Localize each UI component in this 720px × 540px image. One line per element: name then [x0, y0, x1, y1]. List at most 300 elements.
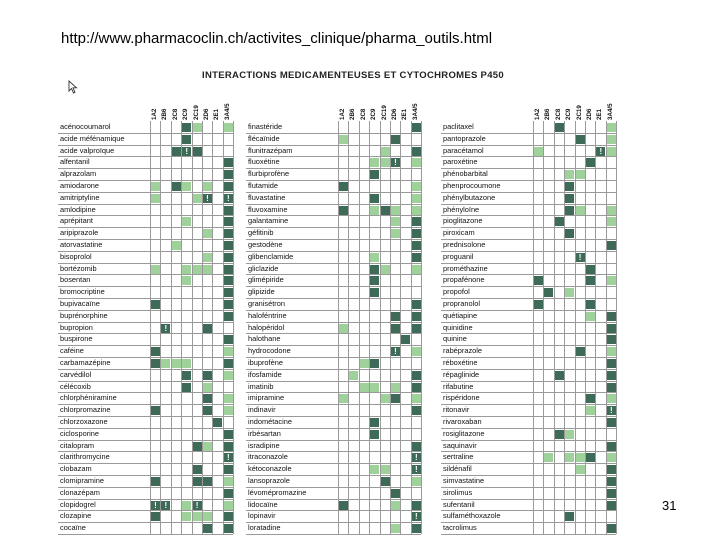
row-divider [441, 333, 616, 334]
drug-name: répaglinide [443, 369, 480, 379]
grid-line [233, 121, 234, 534]
drug-name: lopinavir [248, 511, 276, 521]
drug-name: finastéride [248, 122, 283, 131]
grid-line [359, 121, 360, 534]
drug-name: hydrocodone [248, 346, 291, 356]
moderate-interaction-cell [381, 394, 390, 403]
table-title: INTERACTIONS MEDICAMENTEUSES ET CYTOCHROMES P450 [202, 70, 504, 81]
source-url: http://www.pharmacoclin.ch/activites_clinique/pharma_outils.html [61, 30, 493, 47]
moderate-interaction-cell [182, 265, 191, 274]
drug-name: pantoprazole [443, 133, 486, 143]
row-divider [441, 534, 616, 535]
moderate-interaction-cell [203, 182, 212, 191]
moderate-interaction-cell [576, 453, 585, 462]
moderate-interaction-cell [565, 453, 574, 462]
strong-interaction-cell [224, 288, 233, 297]
slide-number: 31 [662, 498, 677, 513]
moderate-interaction-cell [607, 453, 616, 462]
warning-exclamation-icon: ! [161, 501, 170, 510]
moderate-interaction-cell [412, 158, 421, 167]
strong-interaction-cell [193, 442, 202, 451]
drug-name: pioglitazone [443, 216, 483, 226]
drug-name: simvastatine [443, 476, 485, 485]
strong-interaction-cell [151, 347, 160, 356]
moderate-interaction-cell [360, 383, 369, 392]
drug-name: chlorzoxazone [60, 417, 108, 426]
strong-interaction-cell [370, 276, 379, 285]
strong-interaction-cell [412, 501, 421, 510]
strong-interaction-cell [586, 265, 595, 274]
moderate-interaction-cell [203, 265, 212, 274]
cyp-column-header: 2D6 [391, 108, 398, 120]
moderate-interaction-cell [607, 394, 616, 403]
strong-interaction-cell [224, 206, 233, 215]
row-divider [58, 345, 233, 346]
strong-interaction-cell [586, 158, 595, 167]
moderate-interaction-cell [391, 206, 400, 215]
drug-name: caféine [60, 346, 84, 356]
mouse-pointer-icon [68, 80, 78, 94]
strong-interaction-cell [401, 335, 410, 344]
strong-interaction-cell [224, 465, 233, 474]
strong-interaction-cell [370, 265, 379, 274]
moderate-interaction-cell [565, 170, 574, 179]
drug-name: bromocriptine [60, 287, 105, 297]
strong-interaction-cell [151, 300, 160, 309]
drug-name: atorvastatine [60, 240, 103, 249]
drug-name: amiodarone [60, 181, 100, 190]
strong-interaction-cell [555, 217, 564, 226]
drug-name: phenprocoumone [443, 181, 501, 190]
drug-name: alprazolam [60, 169, 97, 179]
strong-interaction-cell [412, 324, 421, 333]
drug-name: granisétron [248, 299, 285, 308]
moderate-interaction-cell [381, 265, 390, 274]
strong-interaction-cell [339, 206, 348, 215]
strong-interaction-cell [565, 194, 574, 203]
drug-name: sirolimus [443, 487, 473, 497]
drug-name: glibenclamide [248, 251, 294, 261]
moderate-interaction-cell [391, 501, 400, 510]
drug-name: acénocoumarol [60, 122, 111, 131]
drug-name: galantamine [248, 216, 289, 226]
moderate-interaction-cell [607, 217, 616, 226]
moderate-interaction-cell [576, 206, 585, 215]
moderate-interaction-cell [151, 265, 160, 274]
drug-name: buspirone [60, 334, 93, 344]
strong-interaction-cell [412, 406, 421, 415]
moderate-interaction-cell [224, 371, 233, 380]
strong-interaction-cell [607, 383, 616, 392]
moderate-interaction-cell [172, 359, 181, 368]
drug-name: aprépitant [60, 216, 93, 226]
drug-name: loratadine [248, 523, 281, 533]
strong-interaction-cell [203, 371, 212, 380]
moderate-interaction-cell [349, 371, 358, 380]
moderate-interaction-cell [607, 206, 616, 215]
cyp-column-header: 2D6 [586, 108, 593, 120]
moderate-interaction-cell [370, 206, 379, 215]
drug-name: paroxétine [443, 157, 478, 167]
warning-exclamation-icon: ! [224, 453, 233, 462]
drug-name: haloféntrine [248, 310, 287, 320]
cyp-column-header: 2C19 [380, 105, 388, 120]
cyp-column-header: 2E1 [401, 108, 409, 120]
cyp-column-header: 2C19 [192, 105, 200, 120]
drug-name: clozapine [60, 511, 92, 521]
moderate-interaction-cell [203, 442, 212, 451]
strong-interaction-cell [412, 300, 421, 309]
strong-interaction-cell [172, 147, 181, 156]
strong-interaction-cell [213, 418, 222, 427]
strong-interaction-cell [607, 524, 616, 533]
warning-exclamation-icon: ! [607, 406, 616, 415]
moderate-interaction-cell [391, 217, 400, 226]
strong-interaction-cell [182, 135, 191, 144]
moderate-interaction-cell [151, 194, 160, 203]
moderate-interaction-cell [339, 394, 348, 403]
strong-interaction-cell [370, 288, 379, 297]
moderate-interaction-cell [412, 347, 421, 356]
moderate-interaction-cell [607, 123, 616, 132]
drug-name: chlorpromazine [60, 405, 111, 415]
moderate-interaction-cell [224, 347, 233, 356]
moderate-interaction-cell [412, 265, 421, 274]
moderate-interaction-cell [182, 276, 191, 285]
cyp-column-header: 2B6 [544, 108, 552, 120]
moderate-interaction-cell [193, 123, 202, 132]
drug-name: clopidogrel [60, 499, 96, 509]
strong-interaction-cell [607, 465, 616, 474]
drug-name: propafénone [443, 275, 485, 285]
strong-interaction-cell [381, 206, 390, 215]
strong-interaction-cell [224, 182, 233, 191]
grid-line [616, 121, 617, 534]
drug-name: prométhazine [443, 263, 488, 273]
strong-interaction-cell [412, 123, 421, 132]
strong-interaction-cell [224, 217, 233, 226]
drug-name: proguanil [443, 251, 474, 261]
strong-interaction-cell [339, 182, 348, 191]
moderate-interaction-cell [370, 158, 379, 167]
drug-name: célécoxib [60, 381, 91, 391]
drug-name: lansoprazole [248, 476, 290, 485]
drug-name: kétoconazole [248, 464, 292, 474]
strong-interaction-cell [193, 147, 202, 156]
warning-exclamation-icon: ! [576, 253, 585, 262]
strong-interaction-cell [172, 182, 181, 191]
cyp-column-header: 2C19 [575, 105, 583, 120]
strong-interaction-cell [224, 229, 233, 238]
strong-interaction-cell [224, 241, 233, 250]
strong-interaction-cell [203, 524, 212, 533]
moderate-interaction-cell [224, 123, 233, 132]
drug-name: fluvastatine [248, 192, 286, 202]
strong-interaction-cell [224, 253, 233, 262]
strong-interaction-cell [607, 312, 616, 321]
warning-exclamation-icon: ! [224, 194, 233, 203]
strong-interaction-cell [607, 335, 616, 344]
warning-exclamation-icon: ! [193, 501, 202, 510]
strong-interaction-cell [555, 371, 564, 380]
grid-line [554, 121, 555, 534]
drug-name: flurbiprofène [248, 169, 290, 179]
cyp-column-header: 1A2 [534, 108, 541, 120]
drug-name: ciclosporine [60, 428, 100, 438]
warning-exclamation-icon: ! [391, 347, 400, 356]
drug-name: amitriptyline [60, 192, 100, 202]
drug-name: irbésartan [248, 428, 281, 438]
moderate-interaction-cell [193, 265, 202, 274]
drug-name: aripiprazole [60, 228, 99, 238]
strong-interaction-cell [607, 241, 616, 250]
strong-interaction-cell [412, 371, 421, 380]
moderate-interaction-cell [370, 253, 379, 262]
drug-name: rispéridone [443, 393, 480, 403]
drug-name: gestodène [248, 240, 283, 249]
cyp-column-header: 1A2 [151, 108, 158, 120]
strong-interaction-cell [224, 442, 233, 451]
grid-line [348, 121, 349, 534]
moderate-interaction-cell [161, 359, 170, 368]
strong-interaction-cell [370, 430, 379, 439]
drug-name: alfentanil [60, 157, 90, 167]
drug-name: lidocaïne [248, 499, 278, 509]
moderate-interaction-cell [607, 147, 616, 156]
strong-interaction-cell [370, 359, 379, 368]
strong-interaction-cell [607, 359, 616, 368]
strong-interaction-cell [151, 406, 160, 415]
moderate-interaction-cell [391, 383, 400, 392]
moderate-interaction-cell [203, 512, 212, 521]
drug-name: paclitaxel [443, 122, 474, 131]
warning-exclamation-icon: ! [151, 501, 160, 510]
drug-name: clonazépam [60, 487, 100, 497]
strong-interaction-cell [182, 123, 191, 132]
drug-name: acide méfénamique [60, 133, 125, 143]
moderate-interaction-cell [412, 394, 421, 403]
moderate-interaction-cell [412, 477, 421, 486]
strong-interaction-cell [193, 477, 202, 486]
moderate-interaction-cell [193, 512, 202, 521]
drug-name: sulfaméthoxazole [443, 511, 501, 521]
strong-interaction-cell [224, 430, 233, 439]
strong-interaction-cell [576, 135, 585, 144]
drug-name: flutamide [248, 181, 278, 190]
cyp-column-header: 2D6 [203, 108, 210, 120]
warning-exclamation-icon: ! [412, 453, 421, 462]
strong-interaction-cell [370, 194, 379, 203]
strong-interaction-cell [339, 501, 348, 510]
drug-name: glipizide [248, 287, 275, 297]
grid-line [595, 121, 596, 534]
cyp-column-header: 2C8 [171, 108, 179, 120]
strong-interaction-cell [224, 489, 233, 498]
drug-name: acide valproïque [60, 145, 115, 155]
strong-interaction-cell [412, 524, 421, 533]
strong-interaction-cell [607, 324, 616, 333]
cyp-column-header: 2C8 [359, 108, 367, 120]
strong-interaction-cell [412, 442, 421, 451]
moderate-interaction-cell [224, 394, 233, 403]
drug-name: gliclazide [248, 263, 279, 273]
drug-name: chlorphéniramine [60, 393, 117, 403]
strong-interaction-cell [412, 229, 421, 238]
drug-name: paracétamol [443, 145, 484, 155]
moderate-interaction-cell [381, 465, 390, 474]
cyp-column-header: 2C9 [565, 108, 573, 120]
drug-name: rivaroxaban [443, 417, 482, 426]
strong-interaction-cell [391, 312, 400, 321]
strong-interaction-cell [586, 276, 595, 285]
moderate-interaction-cell [224, 406, 233, 415]
moderate-interaction-cell [224, 501, 233, 510]
strong-interaction-cell [412, 241, 421, 250]
strong-interaction-cell [576, 347, 585, 356]
drug-name: bupivacaïne [60, 299, 100, 308]
drug-name: bosentan [60, 275, 91, 285]
drug-name: propofol [443, 287, 470, 297]
drug-name: rosiglitazone [443, 428, 485, 438]
strong-interaction-cell [391, 394, 400, 403]
drug-name: sildénafil [443, 464, 472, 474]
drug-name: cocaïne [60, 523, 86, 533]
drug-name: bortézomib [60, 263, 97, 273]
moderate-interaction-cell [203, 229, 212, 238]
warning-exclamation-icon: ! [182, 147, 191, 156]
strong-interaction-cell [607, 442, 616, 451]
cyp-column-header: 2C9 [370, 108, 378, 120]
drug-name: géfitinib [248, 228, 274, 238]
strong-interaction-cell [586, 300, 595, 309]
strong-interaction-cell [203, 394, 212, 403]
strong-interaction-cell [412, 312, 421, 321]
strong-interaction-cell [412, 217, 421, 226]
moderate-interaction-cell [607, 276, 616, 285]
drug-name: phénobarbital [443, 169, 488, 179]
drug-name: quétiapine [443, 310, 478, 320]
strong-interaction-cell [370, 418, 379, 427]
cyp-column-header: 2E1 [213, 108, 221, 120]
drug-name: halopéridol [248, 322, 285, 332]
drug-name: buprénorphine [60, 310, 108, 320]
strong-interaction-cell [203, 406, 212, 415]
moderate-interaction-cell [381, 158, 390, 167]
drug-name: lévomépromazine [248, 487, 307, 497]
drug-name: indométacine [248, 417, 292, 426]
moderate-interaction-cell [224, 477, 233, 486]
strong-interaction-cell [586, 394, 595, 403]
cyp-column-header: 2B6 [349, 108, 357, 120]
moderate-interaction-cell [534, 147, 543, 156]
strong-interaction-cell [565, 229, 574, 238]
moderate-interaction-cell [339, 324, 348, 333]
drug-name: amlodipine [60, 204, 96, 214]
cytochrome-interaction-table [58, 68, 648, 538]
drug-name: clomipramine [60, 476, 104, 485]
drug-name: ibuprofène [248, 358, 283, 367]
cyp-column-header: 2B6 [161, 108, 169, 120]
warning-exclamation-icon: ! [596, 147, 605, 156]
moderate-interaction-cell [586, 406, 595, 415]
strong-interaction-cell [151, 512, 160, 521]
drug-name: sertraline [443, 452, 474, 462]
strong-interaction-cell [555, 430, 564, 439]
moderate-interaction-cell [203, 383, 212, 392]
moderate-interaction-cell [544, 453, 553, 462]
warning-exclamation-icon: ! [412, 465, 421, 474]
strong-interaction-cell [607, 501, 616, 510]
warning-exclamation-icon: ! [391, 158, 400, 167]
moderate-interaction-cell [182, 217, 191, 226]
moderate-interaction-cell [339, 135, 348, 144]
strong-interaction-cell [391, 489, 400, 498]
drug-name: réboxétine [443, 358, 478, 367]
drug-name: quinine [443, 334, 467, 344]
warning-exclamation-icon: ! [161, 324, 170, 333]
strong-interaction-cell [182, 371, 191, 380]
strong-interaction-cell [607, 489, 616, 498]
drug-name: ifosfamide [248, 369, 282, 379]
moderate-interaction-cell [381, 147, 390, 156]
drug-name: flécaïnide [248, 133, 280, 143]
strong-interaction-cell [391, 135, 400, 144]
strong-interaction-cell [412, 383, 421, 392]
strong-interaction-cell [203, 477, 212, 486]
moderate-interaction-cell [412, 194, 421, 203]
cyp-column-header: 2C9 [182, 108, 190, 120]
strong-interaction-cell [370, 170, 379, 179]
drug-name: rifabutine [443, 381, 474, 391]
strong-interaction-cell [607, 371, 616, 380]
drug-name: isradipine [248, 440, 280, 450]
moderate-interaction-cell [412, 206, 421, 215]
moderate-interaction-cell [607, 135, 616, 144]
drug-name: citalopram [60, 440, 95, 450]
strong-interaction-cell [193, 465, 202, 474]
moderate-interaction-cell [607, 347, 616, 356]
drug-name: imipramine [248, 393, 285, 403]
moderate-interaction-cell [391, 229, 400, 238]
grid-line [533, 121, 534, 534]
cyp-column-header: 2C8 [554, 108, 562, 120]
moderate-interaction-cell [360, 359, 369, 368]
cyp-column-header: 3A4/5 [606, 103, 614, 120]
drug-name: clobazam [60, 464, 92, 474]
drug-name: carbamazépine [60, 358, 111, 367]
strong-interaction-cell [224, 359, 233, 368]
moderate-interaction-cell [565, 430, 574, 439]
moderate-interaction-cell [182, 182, 191, 191]
strong-interaction-cell [224, 524, 233, 533]
strong-interaction-cell [151, 359, 160, 368]
row-divider [58, 534, 233, 535]
drug-name: ritonavir [443, 405, 470, 415]
strong-interaction-cell [534, 276, 543, 285]
strong-interaction-cell [607, 477, 616, 486]
strong-interaction-cell [391, 324, 400, 333]
moderate-interaction-cell [182, 359, 191, 368]
warning-exclamation-icon: ! [203, 194, 212, 203]
drug-name: fluoxétine [248, 157, 280, 167]
strong-interaction-cell [224, 276, 233, 285]
drug-name: halothane [248, 334, 281, 344]
strong-interaction-cell [224, 265, 233, 274]
drug-name: phénylbutazone [443, 192, 496, 202]
strong-interaction-cell [224, 158, 233, 167]
strong-interaction-cell [565, 182, 574, 191]
moderate-interaction-cell [182, 512, 191, 521]
